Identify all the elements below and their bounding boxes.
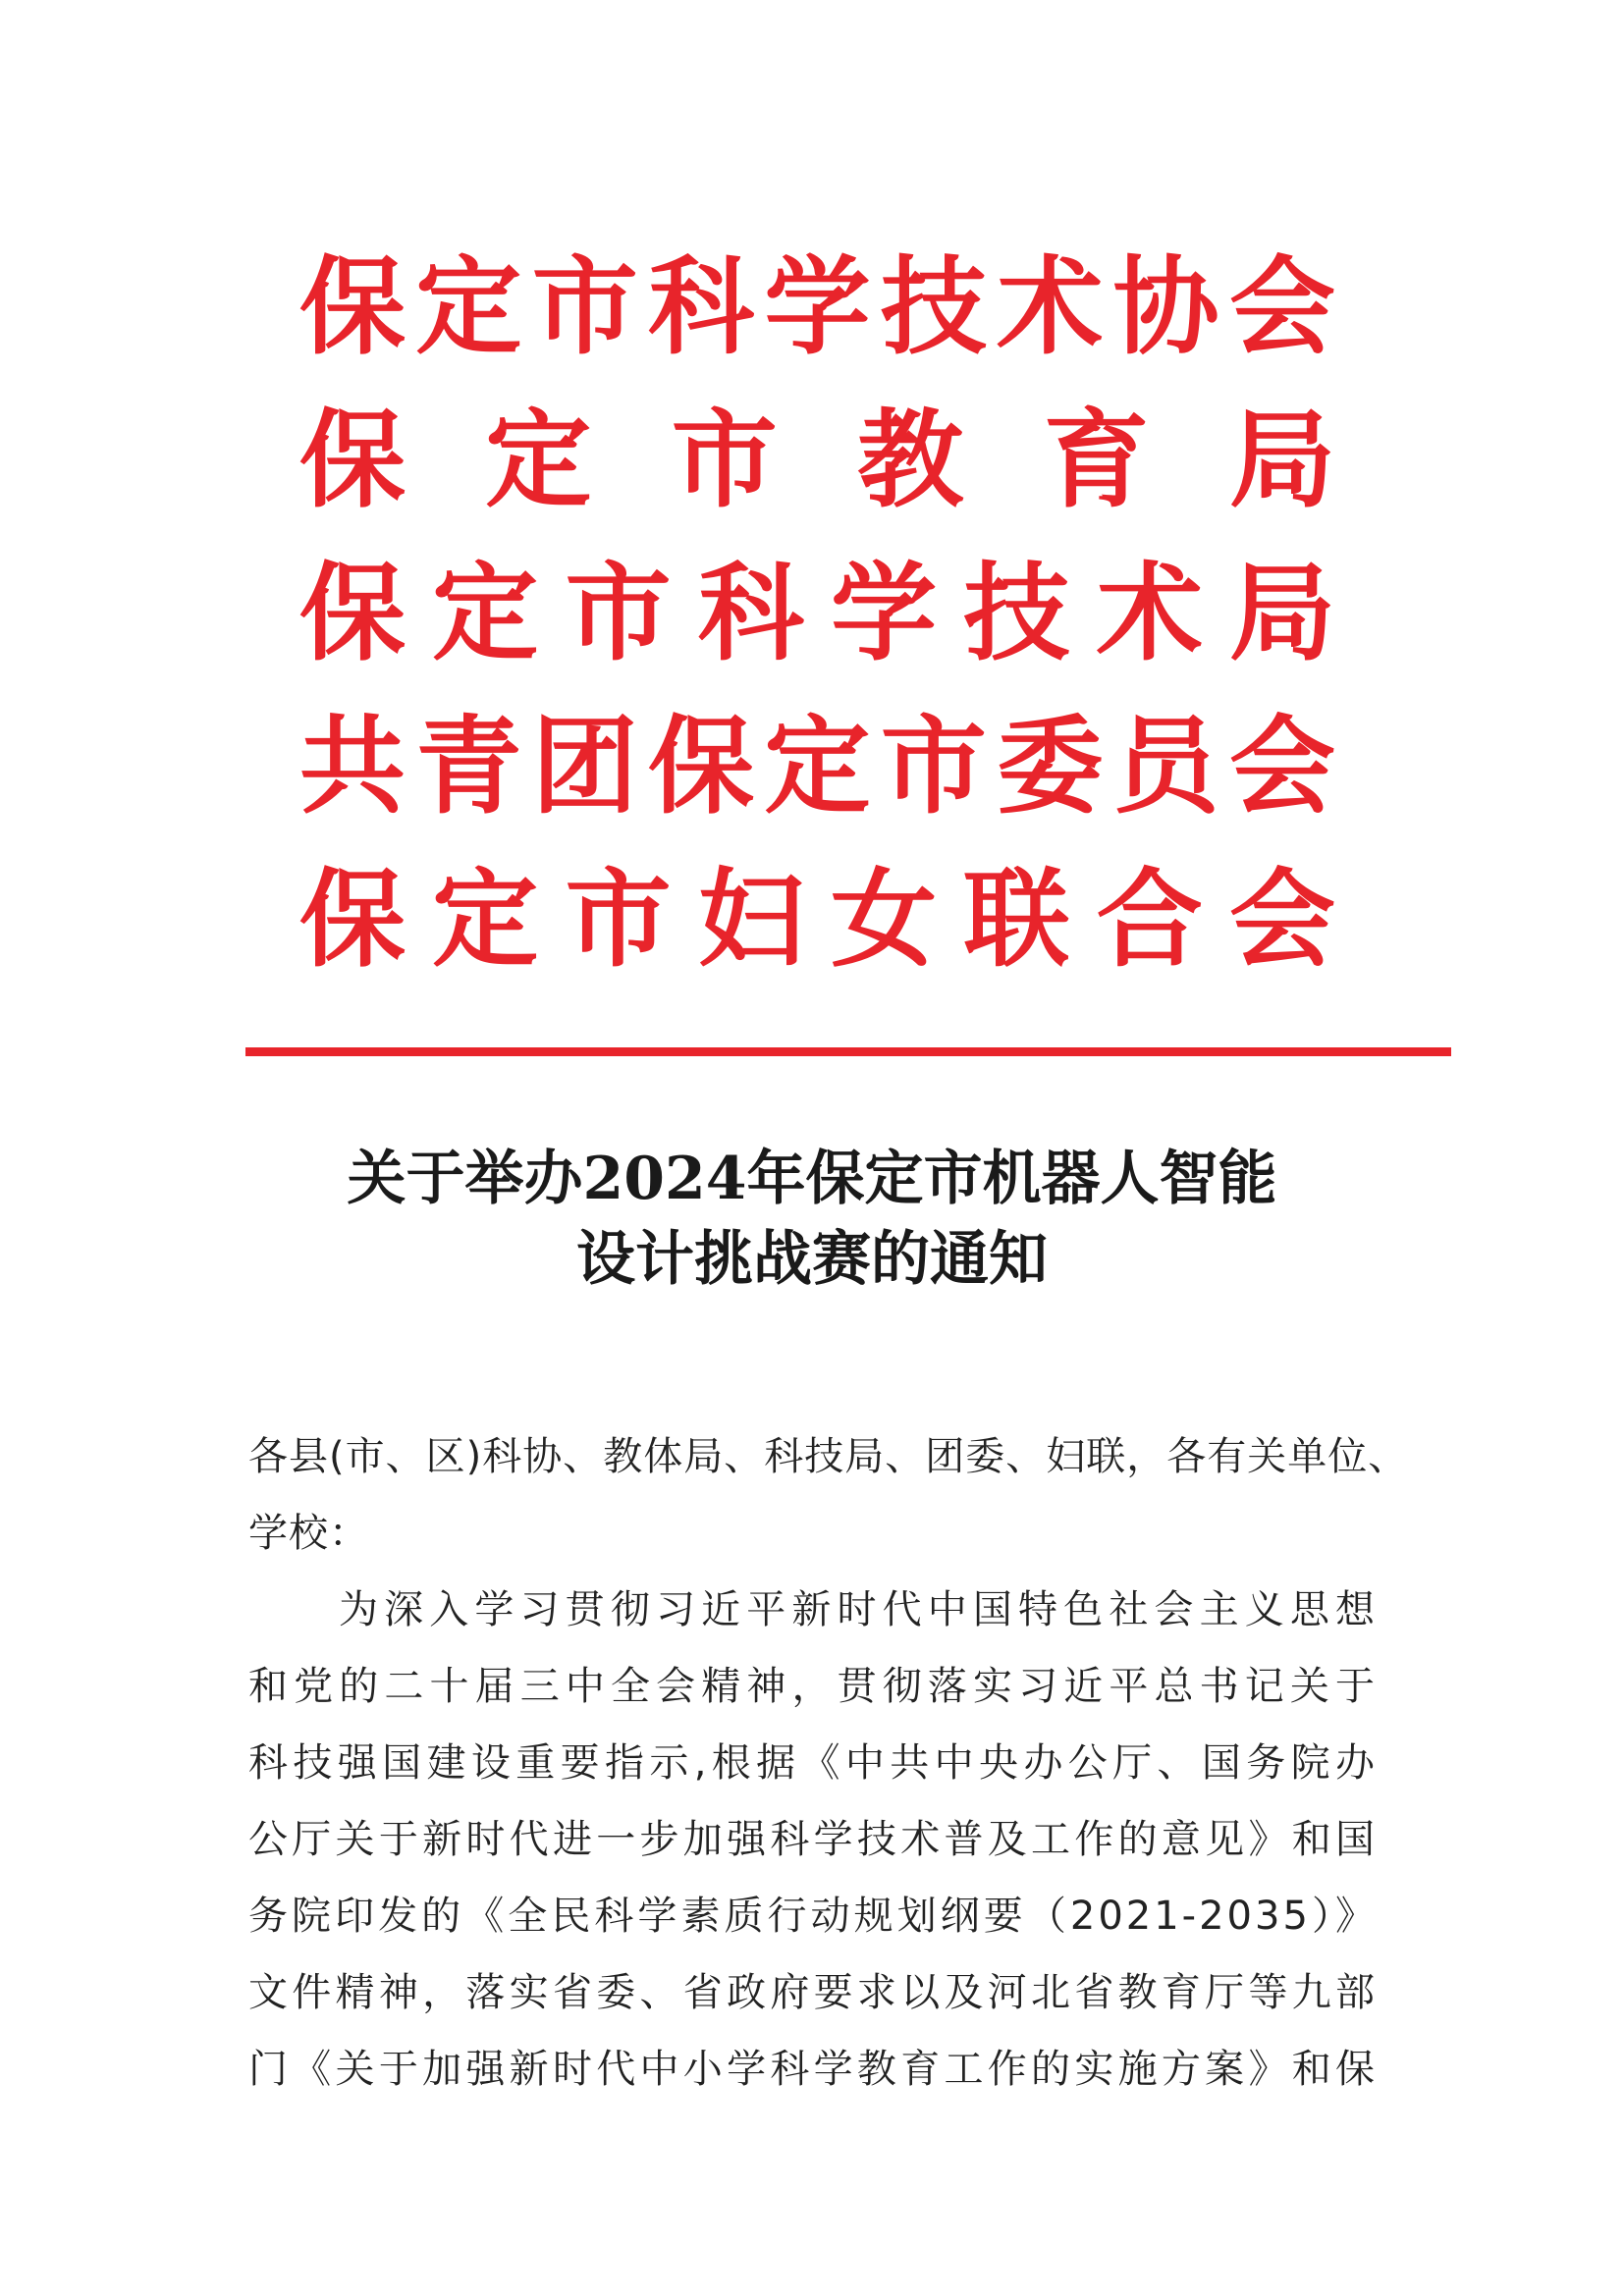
letterhead-org-line: 保定市科学技术协会 — [299, 245, 1335, 369]
body-line: 科技强国建设重要指示,根据《中共中央办公厅、国务院办 — [248, 1740, 1378, 1786]
letterhead-org-line: 保定市妇女联合会 — [299, 858, 1335, 982]
body-line: 为深入学习贯彻习近平新时代中国特色社会主义思想 — [339, 1587, 1378, 1632]
body-line: 务院印发的《全民科学素质行动规划纲要（2021-2035）》 — [248, 1894, 1378, 1939]
letterhead-org-line: 保定市科学技术局 — [299, 552, 1335, 675]
letterhead-org-line: 保 定 市 教 育 局 — [299, 399, 1335, 522]
body-line: 公厅关于新时代进一步加强科学技术普及工作的意见》和国 — [248, 1817, 1378, 1862]
document-body — [248, 1418, 1417, 2108]
letterhead-org-line: 共青团保定市委员会 — [299, 705, 1335, 828]
body-paragraph — [248, 1572, 1417, 2108]
body-line: 文件精神，落实省委、省政府要求以及河北省教育厅等九部 — [248, 1970, 1378, 2015]
body-line: 门《关于加强新时代中小学科学教育工作的实施方案》和保 — [248, 2047, 1378, 2092]
letterhead-divider — [245, 1047, 1451, 1056]
document-title — [245, 1139, 1379, 1300]
addressee — [248, 1418, 1417, 1572]
letterhead — [299, 231, 1335, 996]
document-title-line: 关于举办2024年保定市机器人智能 — [347, 1145, 1277, 1213]
addressee-line: 学校： — [248, 1511, 369, 1556]
document-title-line: 设计挑战赛的通知 — [576, 1225, 1048, 1294]
body-line: 和党的二十届三中全会精神，贯彻落实习近平总书记关于 — [248, 1664, 1378, 1709]
addressee-line: 各县(市、区)科协、教体局、科技局、团委、妇联，各有关单位、 — [248, 1434, 1409, 1479]
